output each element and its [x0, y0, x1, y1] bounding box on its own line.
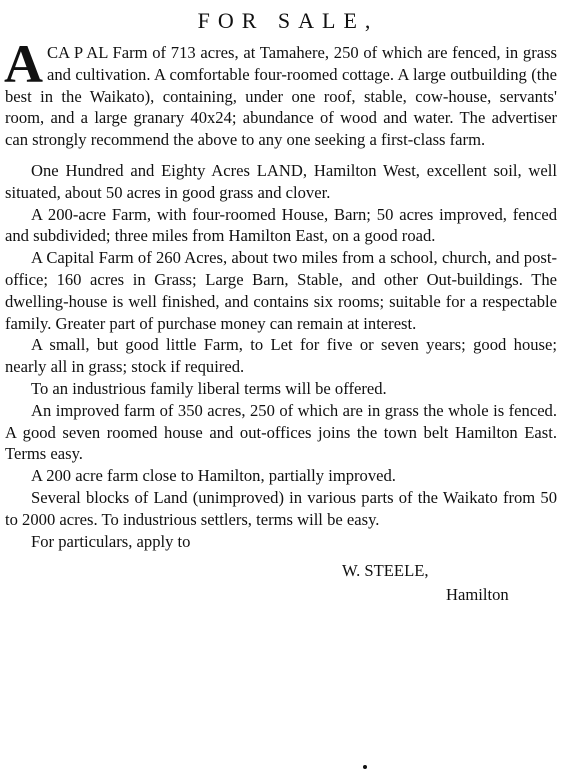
listing-paragraph: A 200 acre farm close to Hamilton, partially improved.	[31, 466, 396, 486]
listing-paragraph: One Hundred and Eighty Acres LAND, Hamilton West, excellent soil, well situated, about 50 acres in good grass and clover.	[5, 160, 557, 202]
listing-paragraph: A 200-acre Farm, with four-roomed House, Barn; 50 acres improved, fenced and subdivided; three miles from Hamilton East, on a good road.	[5, 204, 557, 246]
contact-line: For particulars, apply to	[31, 531, 191, 551]
listing-paragraph: Several blocks of Land (unimproved) in various parts of the Waikato from 50 to 2000 acres. To industrious settlers, terms will be easy.	[5, 487, 557, 529]
advertisement-page	[0, 8, 563, 777]
ad-heading: FOR SALE,	[197, 8, 379, 33]
listing-paragraph: A small, but good little Farm, to Let for five or seven years; good house; nearly all in grass; stock if required.	[5, 335, 557, 377]
listing-paragraph: An improved farm of 350 acres, 250 of which are in grass the whole is fenced. A good seven roomed house and out-offices joins the town belt Hamilton East. Terms easy.	[5, 400, 557, 464]
signature-name: W. STEELE,	[342, 561, 429, 581]
first-paragraph-text: CA P AL Farm of 713 acres, at Tamahere, 250 of which are fenced, in grass and cultivation. A comfortable four-roomed cottage. A large outbuilding (the best in the Waikato), containing, under one roof, stable, cow-house, servants' room, and a large granary 40x24; abundance of wood and water. The advertiser can strongly recommend the above to any one seeking a first-class farm.	[5, 43, 557, 150]
drop-cap: A	[4, 34, 43, 94]
listing-paragraph: A Capital Farm of 260 Acres, about two miles from a school, church, and post-office; 160 acres in Grass; Large Barn, Stable, and other Out-buildings. The dwelling-house is well finished, and contains six rooms; suitable for a respectable family. Greater part of purchase money can remain at interest.	[5, 248, 557, 333]
first-paragraph	[4, 34, 557, 151]
print-dot	[363, 765, 367, 769]
listing-paragraph: To an industrious family liberal terms will be offered.	[31, 378, 387, 398]
signature-place: Hamilton	[446, 585, 509, 605]
